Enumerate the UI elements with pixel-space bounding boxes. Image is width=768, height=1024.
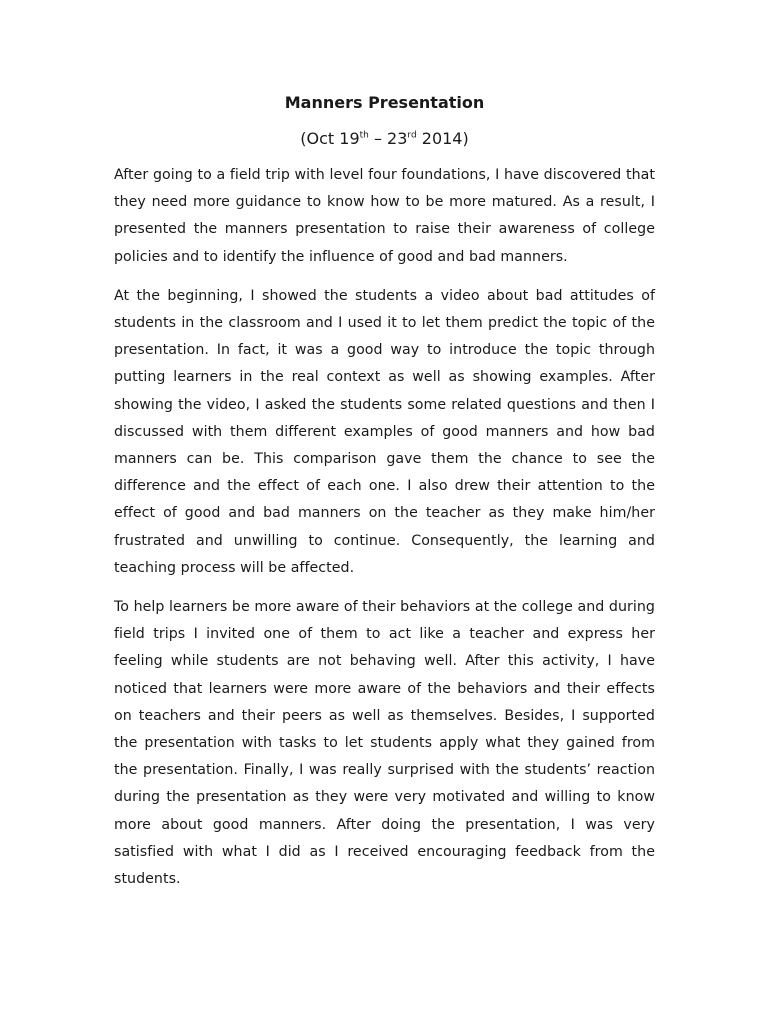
date-close: 2014): [416, 129, 469, 148]
date-suffix-th: th: [359, 130, 369, 141]
paragraph-intro: After going to a field trip with level four foundations, I have discovered that they need more guidance to know how to be more matured. As a result, I presented the manners presentation to raise their awareness of college policies and to identify the influence of good and bad manners.: [114, 167, 655, 265]
date-open: (Oct 19: [300, 129, 360, 148]
paragraph-body: At the beginning, I showed the students a video about bad attitudes of students in the classroom and I used it to let them predict the topic of the presentation. In fact, it was a good way to introduce the topic through putting learners in the real context as well as showing examples. After showing the video, I asked the students some related questions and then I discussed with them different examples of good manners and how bad manners can be. This comparison gave them the chance to see the difference and the effect of each one. I also drew their attention to the effect of good and bad manners on the teacher as they make him/her frustrated and unwilling to continue. Consequently, the learning and teaching process will be affected.: [114, 287, 655, 576]
date-range-subtitle: [114, 126, 655, 152]
document-page: [114, 90, 655, 893]
date-suffix-rd: rd: [407, 130, 417, 141]
paragraph-conclusion: To help learners be more aware of their behaviors at the college and during field trips I invited one of them to act like a teacher and express her feeling while students are not behaving well. After this activity, I have noticed that learners were more aware of the behaviors and their effects on teachers and their peers as well as themselves. Besides, I supported the presentation with tasks to let students apply what they gained from the presentation. Finally, I was really surprised with the students’ reaction during the presentation as they were very motivated and willing to know more about good manners. After doing the presentation, I was very satisfied with what I did as I received encouraging feedback from the students.: [114, 599, 655, 888]
page-title: Manners Presentation: [284, 93, 485, 112]
date-middle: – 23: [368, 129, 408, 148]
